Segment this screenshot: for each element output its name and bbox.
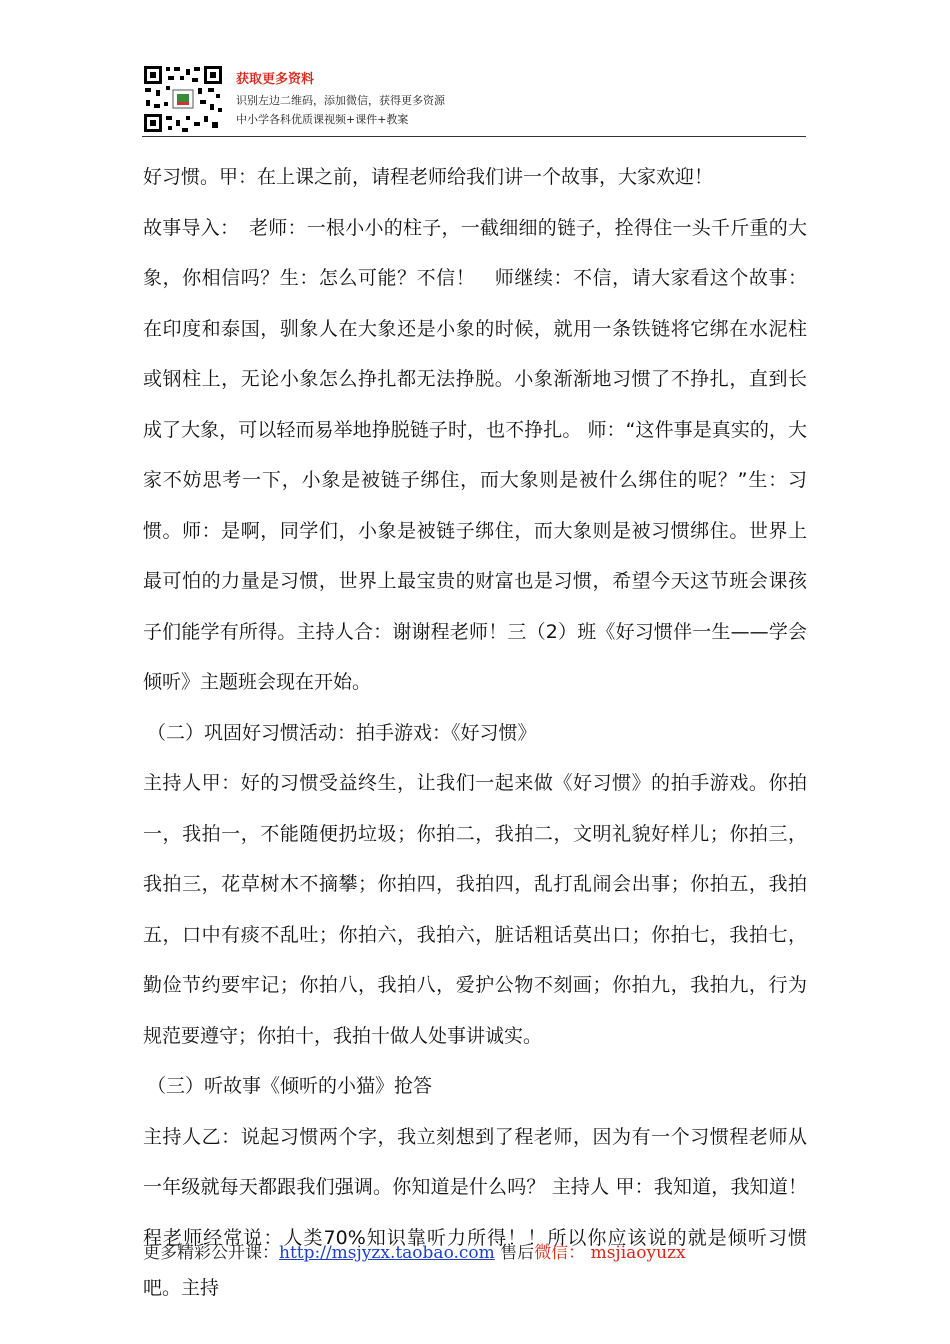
qr-code-icon (142, 64, 224, 134)
document-body (143, 152, 807, 1314)
page-header (142, 64, 806, 138)
paragraph-clap-game: 主持人甲：好的习惯受益终生，让我们一起来做《好习惯》的拍手游戏。你拍一，我拍一，不能随便扔垃圾；你拍二，我拍二，文明礼貌好样儿；你拍三，我拍三，花草树木不摘攀；你拍四，我拍四，乱打乱闹会出事；你拍五，我拍五，口中有痰不乱吐；你拍六，我拍六，脏话粗话莫出口；你拍七，我拍七，勤俭节约要牢记；你拍八，我拍八，爱护公物不刻画；你拍九，我拍九，行为规范要遵守；你拍十，我拍十做人处事讲诚实。 (143, 772, 807, 1047)
page-footer (143, 1238, 686, 1263)
header-subtitle-2: 中小学各科优质课视频+课件+教案 (236, 113, 409, 126)
footer-shop-link[interactable]: http://msjyzx.taobao.com (279, 1243, 495, 1263)
section-heading-2: （二）巩固好习惯活动：拍手游戏：《好习惯》 (147, 721, 537, 744)
header-divider (142, 136, 806, 137)
paragraph-story: 故事导入： 老师：一根小小的柱子，一截细细的链子，拴得住一头千斤重的大象，你相信吗？生：怎么可能？不信！ 师继续：不信，请大家看这个故事：在印度和泰国，驯象人在大象还是小象的时候，就用一条铁链将它绑在水泥柱或钢柱上，无论小象怎么挣扎都无法挣脱。小象渐渐地习惯了不挣扎，直到长成了大象，可以轻而易举地挣脱链子时，也不挣扎。 师：“这件事是真实的，大家不妨思考一下，小象是被链子绑住，而大象则是被什么绑住的呢？”生：习惯。师：是啊，同学们，小象是被链子绑住，而大象则是被习惯绑住。世界上最可怕的力量是习惯，世界上最宝贵的财富也是习惯，希望今天这节班会课孩子们能学有所得。主持人合：谢谢程老师！三（2）班《好习惯伴一生——学会倾听》主题班会现在开始。 (143, 216, 807, 693)
paragraph-listening: 主持人乙：说起习惯两个字，我立刻想到了程老师，因为有一个习惯程老师从一年级就每天都跟我们强调。你知道是什么吗？ 主持人 甲：我知道，我知道！程老师经常说：人类70%知识靠听力所得！！所以你应该说的就是倾听习惯吧。主持 (143, 1125, 807, 1299)
footer-wechat-id: msjiaoyuzx (585, 1243, 686, 1263)
header-title: 获取更多资料 (236, 72, 315, 87)
header-subtitle-1: 识别左边二维码，添加微信，获得更多资源 (236, 94, 445, 107)
section-heading-3: （三）听故事《倾听的小猫》抢答 (147, 1075, 433, 1097)
footer-wechat-label: 微信： (534, 1243, 586, 1263)
footer-after-sales: 售后 (494, 1243, 535, 1263)
paragraph-opening: 好习惯。甲：在上课之前，请程老师给我们讲一个故事，大家欢迎！ (143, 166, 714, 188)
footer-prefix: 更多精彩公开课： (143, 1243, 279, 1263)
